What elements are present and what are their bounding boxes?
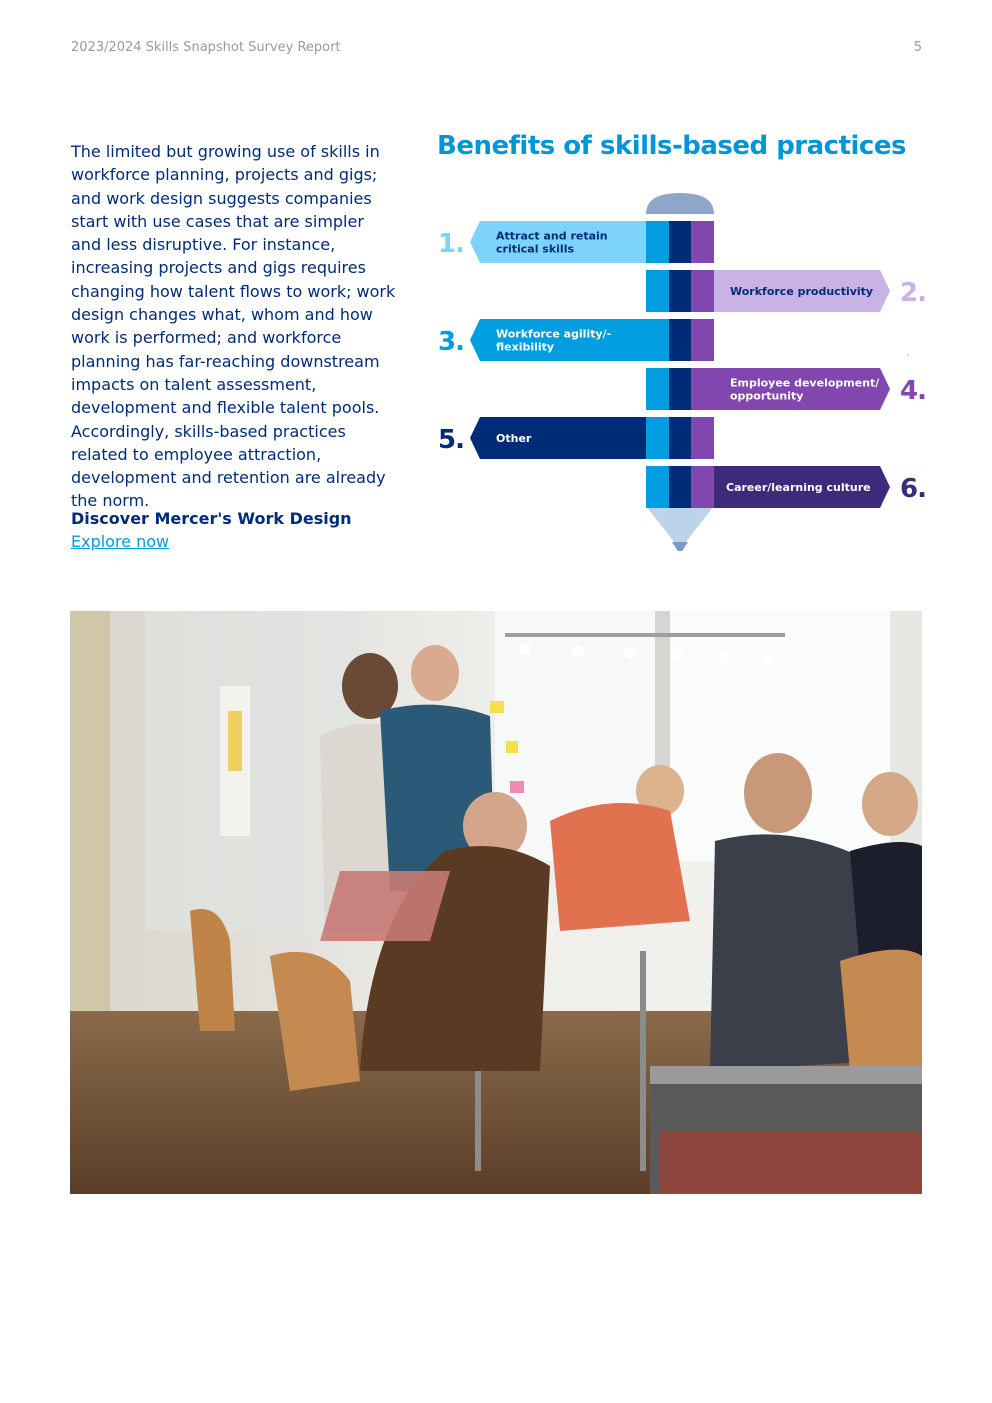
benefit-label-1-line2: critical skills xyxy=(496,242,575,256)
benefit-label-3: Workforce agility/- xyxy=(496,327,612,341)
chart-title: Benefits of skills-based practices xyxy=(437,131,906,161)
benefit-rank-6: 6. xyxy=(900,474,926,504)
decor-dot xyxy=(907,354,909,356)
benefit-rank-4: 4. xyxy=(900,376,926,406)
pencil-stripe-1-1 xyxy=(646,221,669,263)
pencil-stripe-1-3 xyxy=(691,221,714,263)
explore-now-link[interactable]: Explore now xyxy=(71,532,170,551)
benefit-label-5: Other xyxy=(496,432,532,445)
cta-title: Discover Mercer's Work Design xyxy=(71,509,352,528)
pencil-stripe-6-1 xyxy=(646,466,669,508)
pencil-stripe-4-3 xyxy=(691,368,714,410)
pencil-lead xyxy=(672,542,688,551)
pencil-stripe-3-3 xyxy=(691,319,714,361)
benefit-rank-3: 3. xyxy=(438,327,464,357)
benefit-rank-1: 1. xyxy=(438,229,464,259)
pencil-stripe-4-1 xyxy=(646,368,669,410)
benefit-label-4-line2: opportunity xyxy=(730,389,804,403)
page-number: 5 xyxy=(913,40,922,55)
benefit-label-2: Workforce productivity xyxy=(730,285,874,298)
benefit-label-1: Attract and retain xyxy=(496,229,608,243)
benefit-label-3-line2: flexibility xyxy=(496,340,555,354)
benefit-rank-5: 5. xyxy=(438,425,464,455)
pencil-tip xyxy=(646,506,714,543)
team-meeting-photo xyxy=(70,611,922,1194)
report-title: 2023/2024 Skills Snapshot Survey Report xyxy=(71,40,341,55)
benefit-rank-2: 2. xyxy=(900,278,926,308)
benefit-label-4: Employee development/ xyxy=(730,376,880,390)
pencil-stripe-2-2 xyxy=(669,270,691,312)
pencil-stripe-2-1 xyxy=(646,270,669,312)
pencil-stripe-5-2 xyxy=(669,417,691,459)
pencil-stripe-1-2 xyxy=(669,221,691,263)
pencil-stripe-5-1 xyxy=(646,417,669,459)
benefit-label-6: Career/learning culture xyxy=(726,481,871,494)
pencil-stripe-3-2 xyxy=(669,319,691,361)
pencil-stripe-4-2 xyxy=(669,368,691,410)
body-paragraph: The limited but growing use of skills in workforce planning, projects and gigs; and work design suggests companies start with use cases that are simpler and less disruptive. For instance, increasing projects and gigs requires changing how talent flows to work; work design changes what, whom and how work is performed; and workforce planning has far-reaching downstream impacts on talent assessment, development and flexible talent pools. Accordingly, skills-based practices related to employee attraction, development and retention are already the norm. xyxy=(71,142,396,511)
pencil-eraser xyxy=(646,193,714,214)
pencil-chart xyxy=(430,185,940,560)
pencil-stripe-6-2 xyxy=(669,466,691,508)
pencil-stripe-5-3 xyxy=(691,417,714,459)
pencil-stripe-6-3 xyxy=(691,466,714,508)
pencil-stripe-2-3 xyxy=(691,270,714,312)
